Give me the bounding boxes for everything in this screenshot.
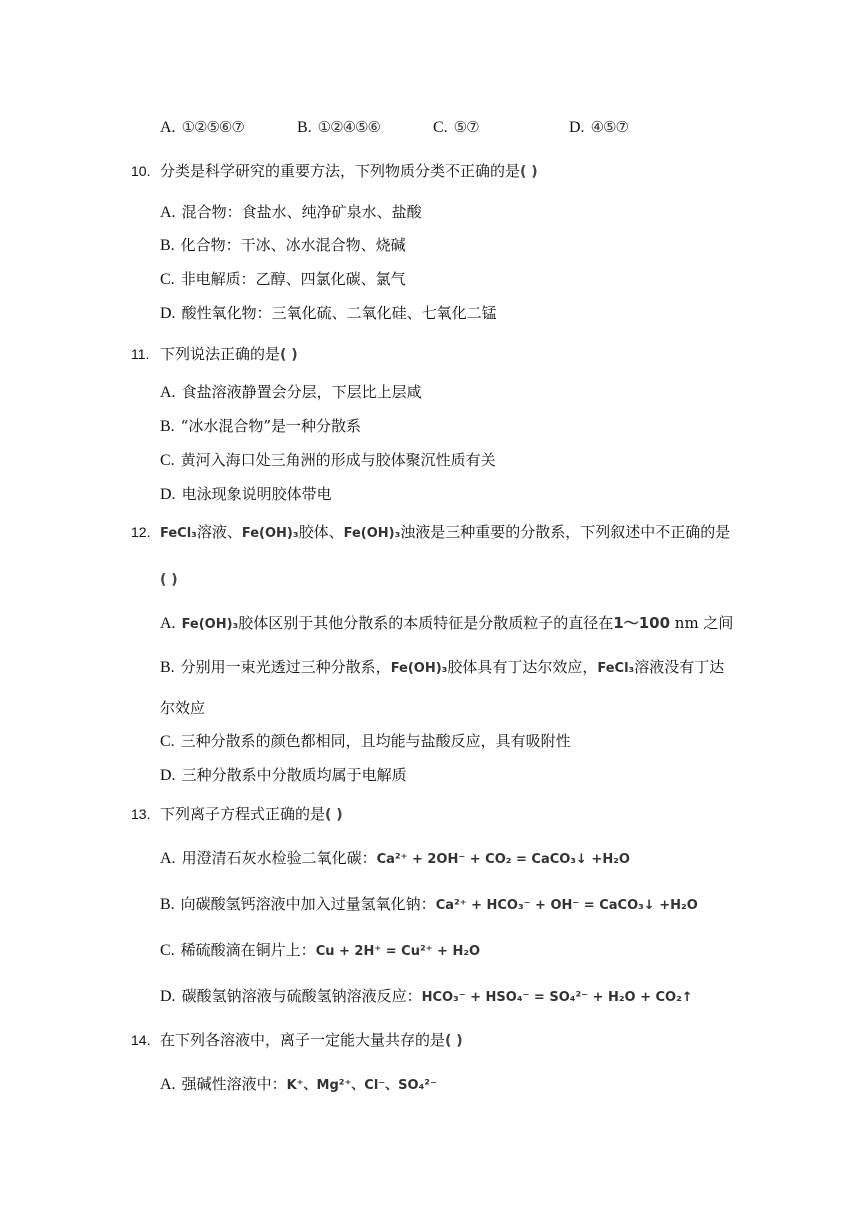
option-text: 非电解质：乙醇、四氯化碳、氯气 bbox=[180, 270, 406, 288]
stem-text: 下列说法正确的是 bbox=[160, 345, 281, 363]
option-label: C. bbox=[160, 733, 175, 750]
answer-paren: ( ) bbox=[280, 347, 298, 363]
option-label: A. bbox=[160, 384, 176, 401]
option-text: 化合物：干冰、冰水混合物、烧碱 bbox=[180, 236, 406, 254]
formula-feoh3: Fe(OH)₃ bbox=[390, 661, 448, 676]
q12-option-c bbox=[160, 730, 571, 753]
q13-option-c bbox=[160, 939, 480, 963]
q9-option-a bbox=[160, 116, 244, 139]
ionic-equation: HCO₃⁻ + HSO₄⁻ = SO₄²⁻ + H₂O + CO₂↑ bbox=[421, 990, 693, 1005]
option-text: 稀硫酸滴在铜片上： bbox=[180, 941, 316, 959]
option-text: 分别用一束光透过三种分散系， bbox=[180, 658, 391, 676]
option-label: C. bbox=[160, 942, 175, 959]
option-text: 黄河入海口处三角洲的形成与胶体聚沉性质有关 bbox=[180, 451, 496, 469]
q9-option-d bbox=[569, 116, 628, 139]
option-label: D. bbox=[160, 988, 176, 1005]
q13-option-b bbox=[160, 893, 698, 917]
formula-feoh3: Fe(OH)₃ bbox=[343, 526, 401, 541]
stem-text: 溶液、 bbox=[196, 523, 242, 541]
option-label: A. bbox=[160, 204, 176, 221]
q12-answer-paren-line bbox=[160, 568, 178, 591]
option-value: ①②⑤⑥⑦ bbox=[181, 118, 244, 136]
question-stem bbox=[160, 160, 538, 183]
formula-feoh3: Fe(OH)₃ bbox=[181, 617, 239, 632]
q10-option-d bbox=[160, 302, 497, 325]
option-label: A. bbox=[160, 615, 176, 632]
formula-fecl3: FeCl₃ bbox=[160, 526, 197, 541]
option-value: ⑤⑦ bbox=[453, 118, 479, 136]
option-text: 电泳现象说明胶体带电 bbox=[181, 485, 332, 503]
option-label: A. bbox=[160, 1076, 176, 1093]
question-number: 12. bbox=[131, 524, 151, 540]
answer-paren: ( ) bbox=[520, 164, 538, 180]
answer-paren: ( ) bbox=[160, 572, 178, 588]
q11-option-d bbox=[160, 483, 332, 506]
option-text: 三种分散系中分散质均属于电解质 bbox=[181, 766, 407, 784]
option-label: D. bbox=[160, 486, 176, 503]
q11-option-c bbox=[160, 449, 496, 472]
ionic-equation: Ca²⁺ + 2OH⁻ + CO₂ = CaCO₃↓ +H₂O bbox=[376, 852, 630, 867]
option-text: 胶体区别于其他分散系的本质特征是分散质粒子的直径在 bbox=[238, 614, 614, 632]
unit-text: nm 之间 bbox=[670, 614, 734, 632]
option-label: B. bbox=[160, 659, 175, 676]
question-number: 10. bbox=[131, 163, 151, 179]
q10-option-b bbox=[160, 234, 406, 257]
option-label: D. bbox=[160, 767, 176, 784]
ionic-equation: Cu + 2H⁺ = Cu²⁺ + H₂O bbox=[315, 944, 481, 959]
option-label: B. bbox=[160, 896, 175, 913]
option-text: 食盐溶液静置会分层，下层比上层咸 bbox=[181, 383, 422, 401]
answer-paren: ( ) bbox=[445, 1033, 463, 1049]
q13-option-d bbox=[160, 985, 693, 1009]
option-text: 酸性氧化物：三氧化硫、二氧化硅、七氧化二锰 bbox=[181, 304, 497, 322]
option-label: B. bbox=[160, 237, 175, 254]
q11-option-b bbox=[160, 415, 361, 438]
question-number: 11. bbox=[131, 346, 150, 362]
option-label: B. bbox=[297, 119, 312, 136]
question-number: 13. bbox=[131, 806, 151, 822]
q10-option-c bbox=[160, 268, 406, 291]
option-text: 尔效应 bbox=[160, 699, 206, 717]
option-text: 碳酸氢钠溶液与硫酸氢钠溶液反应： bbox=[181, 987, 422, 1005]
question-number: 14. bbox=[131, 1032, 151, 1048]
option-text: 强碱性溶液中： bbox=[181, 1075, 287, 1093]
q12-option-b-continued bbox=[160, 697, 205, 719]
q12-option-a bbox=[160, 612, 733, 636]
option-text: 溶液没有丁达 bbox=[634, 658, 725, 676]
option-text: “冰水混合物”是一种分散系 bbox=[180, 417, 362, 435]
question-stem bbox=[160, 343, 298, 366]
option-text: 用澄清石灰水检验二氧化碳： bbox=[181, 849, 377, 867]
option-text: 向碳酸氢钙溶液中加入过量氢氧化钠： bbox=[180, 895, 436, 913]
q11-option-a bbox=[160, 381, 422, 404]
question-stem bbox=[160, 803, 343, 826]
option-label: A. bbox=[160, 850, 176, 867]
range-value: 1～100 bbox=[613, 614, 671, 632]
stem-text: 胶体、 bbox=[298, 523, 344, 541]
q9-option-b bbox=[297, 116, 380, 139]
option-label: B. bbox=[160, 418, 175, 435]
q9-option-c bbox=[433, 116, 479, 139]
question-stem bbox=[160, 1029, 463, 1052]
ion-list: K⁺、Mg²⁺、Cl⁻、SO₄²⁻ bbox=[286, 1078, 437, 1093]
q12-option-b bbox=[160, 656, 724, 680]
ionic-equation: Ca²⁺ + HCO₃⁻ + OH⁻ = CaCO₃↓ +H₂O bbox=[435, 898, 698, 913]
stem-text: 浊液是三种重要的分散系，下列叙述中不正确的是 bbox=[400, 523, 731, 541]
question-stem bbox=[160, 521, 730, 545]
option-label: D. bbox=[569, 119, 585, 136]
q10-option-a bbox=[160, 201, 422, 224]
formula-feoh3: Fe(OH)₃ bbox=[241, 526, 299, 541]
option-label: A. bbox=[160, 119, 176, 136]
option-value: ④⑤⑦ bbox=[590, 118, 628, 136]
option-label: D. bbox=[160, 305, 176, 322]
option-label: C. bbox=[160, 452, 175, 469]
q13-option-a bbox=[160, 847, 630, 871]
q12-option-d bbox=[160, 764, 407, 787]
option-text: 胶体具有丁达尔效应， bbox=[447, 658, 598, 676]
answer-paren: ( ) bbox=[325, 807, 343, 823]
option-label: C. bbox=[160, 271, 175, 288]
stem-text: 在下列各溶液中，离子一定能大量共存的是 bbox=[160, 1031, 446, 1049]
option-label: C. bbox=[433, 119, 448, 136]
option-text: 三种分散系的颜色都相同，且均能与盐酸反应，具有吸附性 bbox=[180, 732, 571, 750]
option-value: ①②④⑤⑥ bbox=[317, 118, 380, 136]
stem-text: 分类是科学研究的重要方法，下列物质分类不正确的是 bbox=[160, 162, 521, 180]
formula-fecl3: FeCl₃ bbox=[597, 661, 635, 676]
q14-option-a bbox=[160, 1073, 437, 1097]
stem-text: 下列离子方程式正确的是 bbox=[160, 805, 326, 823]
option-text: 混合物：食盐水、纯净矿泉水、盐酸 bbox=[181, 203, 422, 221]
